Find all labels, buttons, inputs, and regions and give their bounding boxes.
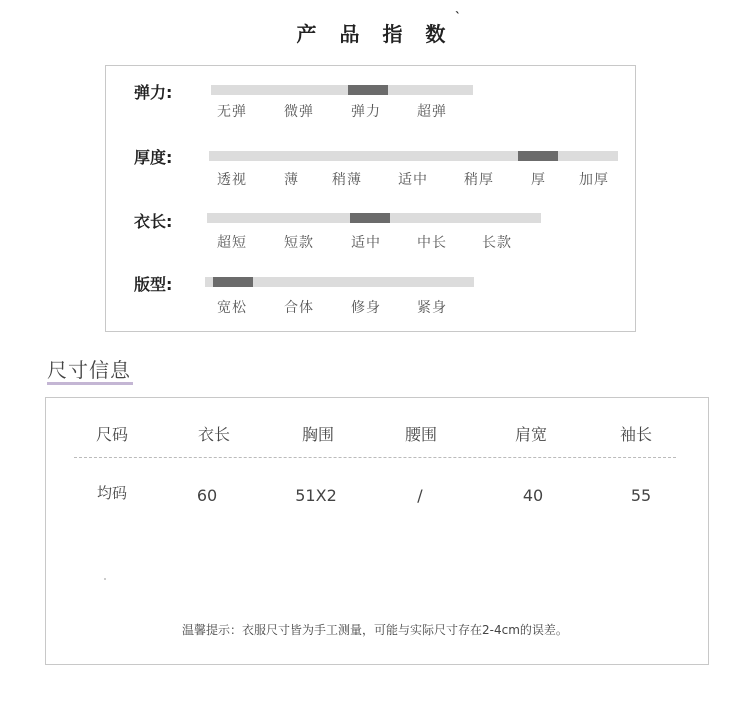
length-option: 中长: [417, 235, 447, 251]
fit-option: 合体: [284, 300, 314, 316]
elasticity-option: 微弹: [284, 104, 314, 120]
thickness-option: 薄: [284, 172, 299, 188]
length-option: 长款: [482, 235, 512, 251]
decorative-dot: [104, 578, 106, 580]
length-label: 衣长:: [134, 212, 173, 231]
fit-label: 版型:: [134, 275, 173, 294]
table-cell: 40: [522, 486, 544, 505]
thickness-option: 稍厚: [464, 172, 494, 188]
size-info-heading: 尺寸信息: [47, 358, 131, 382]
table-cell: 均码: [96, 484, 127, 502]
thickness-label: 厚度:: [134, 148, 173, 167]
header-divider: [74, 457, 676, 458]
fit-option: 紧身: [417, 300, 447, 316]
length-marker: [350, 213, 390, 223]
elasticity-scale: [211, 85, 473, 95]
column-header: 袖长: [619, 425, 652, 444]
elasticity-option: 超弹: [417, 104, 447, 120]
length-option: 超短: [217, 235, 247, 251]
thickness-option: 稍薄: [332, 172, 362, 188]
length-scale: [207, 213, 541, 223]
elasticity-option: 无弹: [217, 104, 247, 120]
column-header: 衣长: [197, 425, 230, 444]
table-cell: 51X2: [295, 486, 337, 505]
table-cell: 60: [196, 486, 218, 505]
title-mark: ˋ: [455, 10, 461, 24]
heading-underline: [47, 382, 133, 385]
fit-option: 修身: [351, 300, 381, 316]
elasticity-marker: [348, 85, 388, 95]
length-option: 适中: [351, 235, 381, 251]
measurement-note: 温馨提示：衣服尺寸皆为手工测量，可能与实际尺寸存在2-4cm的误差。: [182, 623, 568, 637]
column-header: 尺码: [95, 425, 128, 444]
elasticity-label: 弹力:: [134, 83, 173, 102]
thickness-option: 厚: [531, 172, 546, 188]
table-cell: 55: [630, 486, 652, 505]
thickness-scale: [209, 151, 618, 161]
column-header: 胸围: [301, 425, 334, 444]
fit-option: 宽松: [217, 300, 247, 316]
elasticity-option: 弹力: [351, 104, 381, 120]
thickness-option: 透视: [217, 172, 247, 188]
table-cell: /: [417, 486, 423, 505]
fit-scale: [205, 277, 474, 287]
thickness-marker: [518, 151, 558, 161]
fit-marker: [213, 277, 253, 287]
thickness-option: 适中: [398, 172, 428, 188]
thickness-option: 加厚: [579, 172, 609, 188]
length-option: 短款: [284, 235, 314, 251]
column-header: 腰围: [404, 425, 437, 444]
product-index-title: 产 品 指 数 ˋ: [296, 10, 461, 46]
column-header: 肩宽: [514, 425, 547, 444]
